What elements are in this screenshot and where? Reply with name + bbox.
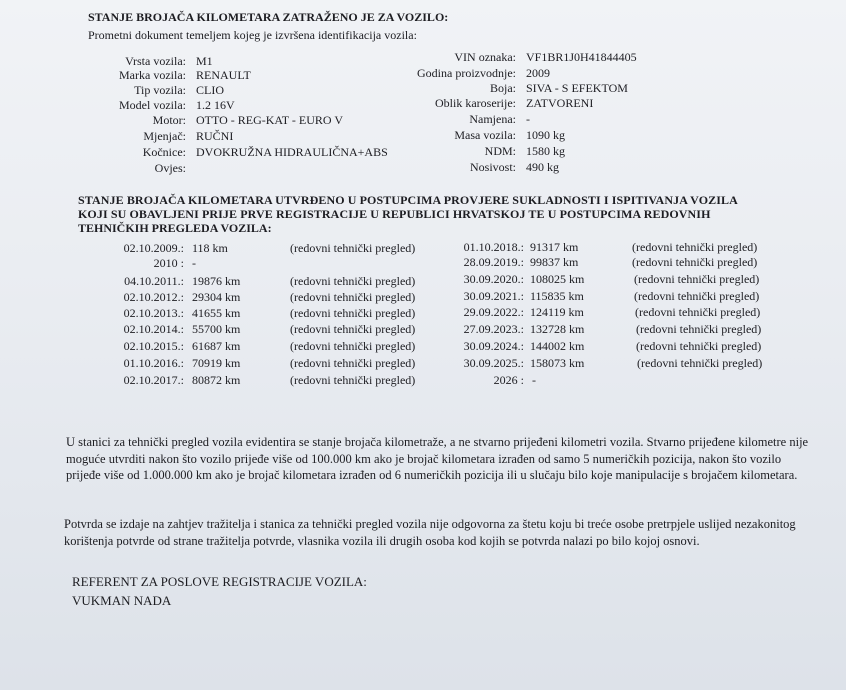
reading-note: (redovni tehnički pregled) (636, 322, 762, 336)
field-value: 1090 kg (526, 128, 565, 142)
field-label: Masa vozila: (454, 128, 516, 142)
reading-date: 04.10.2011.: (124, 274, 184, 288)
reading-km: 41655 km (192, 306, 241, 320)
reading-note: (redovni tehnički pregled) (637, 356, 763, 370)
reading-date: 01.10.2018.: (463, 240, 524, 254)
field-label: Ovjes: (154, 161, 186, 175)
field-value: VF1BR1J0H41844405 (526, 50, 637, 64)
reading-km: 115835 km (530, 289, 584, 303)
field-value: ZATVORENI (526, 96, 594, 110)
reading-note: (redovni tehnički pregled) (290, 322, 416, 336)
section-title-line: STANJE BROJAČA KILOMETARA UTVRĐENO U POSTUPCIMA PROVJERE SUKLADNOSTI I ISPITIVANJA VOZILA (78, 193, 738, 207)
field-value: SIVA - S EFEKTOM (526, 81, 628, 95)
reading-note: (redovni tehnički pregled) (634, 289, 760, 303)
reading-date: 02.10.2014.: (123, 322, 184, 336)
field-value: CLIO (196, 83, 224, 97)
reading-date: 30.09.2025.: (463, 356, 524, 370)
reading-km: 132728 km (530, 322, 585, 336)
reading-km: 124119 km (530, 305, 584, 319)
field-label: Marka vozila: (119, 68, 186, 82)
reading-date: 29.09.2022.: (463, 305, 524, 319)
field-label: Kočnice: (142, 145, 186, 159)
referent-title: REFERENT ZA POSLOVE REGISTRACIJE VOZILA: (72, 574, 367, 589)
reading-date: 02.10.2013.: (123, 306, 184, 320)
reading-date: 02.10.2017.: (123, 373, 184, 387)
field-label: Tip vozila: (134, 83, 186, 97)
reading-date: 2026 : (493, 373, 524, 387)
reading-note: (redovni tehnički pregled) (636, 339, 762, 353)
disclaimer-paragraph: U stanici za tehnički pregled vozila evidentira se stanje brojača kilometraže, a ne stvarno prijeđeni kilometri vozila. Stvarno prijeđene kilometre nije moguće utvrditi nakon što vozilo prijeđe više od 100.000 km ako je brojač kilometara izrađen od samo 5 numeričkih pozicija, nakon što vozilo prijeđe više od 1.000.000 km ako je brojač kilometara izrađen od 6 numeričkih pozicija ili u slučaju bilo koje manipulacije s brojačem kilometara. (66, 435, 809, 482)
reading-note: (redovni tehnički pregled) (632, 240, 758, 254)
reading-km: 108025 km (530, 272, 585, 286)
reading-date: 2010 : (153, 256, 184, 270)
section-title-line: KOJI SU OBAVLJENI PRIJE PRVE REGISTRACIJE U REPUBLICI HRVATSKOJ TE U POSTUPCIMA REDOVNIH (78, 207, 711, 221)
field-label: NDM: (484, 144, 516, 158)
reading-km: - (192, 256, 196, 270)
field-value: DVOKRUŽNA HIDRAULIČNA+ABS (196, 145, 388, 159)
reading-date: 01.10.2016.: (123, 356, 184, 370)
reading-note: (redovni tehnički pregled) (290, 241, 416, 255)
reading-note: (redovni tehnički pregled) (290, 373, 416, 387)
field-value: RUČNI (196, 129, 234, 143)
disclaimer-paragraph: Potvrda se izdaje na zahtjev tražitelja i stanica za tehnički pregled vozila nije odgovorna za štetu koju bi treće osobe pretrpjele uslijed nezakonitog korištenja potvrde od strane tražitelja potvrde, vlasnika vozila ili drugih osoba kod kojih se potvrda nalazi po bilo kojoj osnovi. (64, 517, 796, 548)
field-value: M1 (196, 54, 213, 68)
reading-date: 28.09.2019.: (463, 255, 524, 269)
field-label: Motor: (152, 113, 186, 127)
reading-km: - (532, 373, 536, 387)
reading-note: (redovni tehnički pregled) (290, 306, 416, 320)
reading-date: 30.09.2024.: (463, 339, 524, 353)
reading-km: 70919 km (192, 356, 241, 370)
reading-date: 02.10.2012.: (123, 290, 184, 304)
document-subtitle: Prometni dokument temeljem kojeg je izvršena identifikacija vozila: (88, 28, 417, 42)
reading-km: 61687 km (192, 339, 241, 353)
reading-km: 158073 km (530, 356, 585, 370)
field-label: Boja: (490, 81, 516, 95)
field-value: OTTO - REG-KAT - EURO V (196, 113, 343, 127)
referent-name: VUKMAN NADA (72, 593, 172, 608)
reading-date: 30.09.2020.: (463, 272, 524, 286)
field-value: RENAULT (196, 68, 251, 82)
field-value: 1580 kg (526, 144, 565, 158)
reading-note: (redovni tehnički pregled) (632, 255, 758, 269)
reading-km: 80872 km (192, 373, 241, 387)
field-label: Nosivost: (469, 160, 516, 174)
field-label: Godina proizvodnje: (417, 66, 516, 80)
field-label: Mjenjač: (143, 129, 186, 143)
field-label: Vrsta vozila: (125, 54, 186, 68)
reading-note: (redovni tehnički pregled) (290, 274, 416, 288)
reading-km: 29304 km (192, 290, 241, 304)
reading-km: 91317 km (530, 240, 579, 254)
reading-date: 02.10.2015.: (123, 339, 184, 353)
reading-km: 99837 km (530, 255, 579, 269)
reading-km: 55700 km (192, 322, 241, 336)
field-value: 1.2 16V (196, 98, 235, 112)
reading-note: (redovni tehnički pregled) (290, 356, 416, 370)
reading-note: (redovni tehnički pregled) (634, 272, 760, 286)
field-label: Namjena: (469, 112, 516, 126)
field-label: Oblik karoserije: (435, 96, 516, 110)
field-label: Model vozila: (119, 98, 186, 112)
reading-km: 118 km (192, 241, 228, 255)
field-value: 2009 (526, 66, 550, 80)
reading-date: 27.09.2023.: (463, 322, 524, 336)
document-title: STANJE BROJAČA KILOMETARA ZATRAŽENO JE ZA VOZILO: (88, 10, 449, 24)
reading-note: (redovni tehnički pregled) (635, 305, 761, 319)
section-title-line: TEHNIČKIH PREGLEDA VOZILA: (78, 221, 272, 235)
reading-note: (redovni tehnički pregled) (290, 339, 416, 353)
reading-date: 02.10.2009.: (123, 241, 184, 255)
reading-km: 19876 km (192, 274, 241, 288)
field-value: - (526, 112, 530, 126)
reading-km: 144002 km (530, 339, 585, 353)
field-label: VIN oznaka: (454, 50, 516, 64)
reading-note: (redovni tehnički pregled) (290, 290, 416, 304)
field-value: 490 kg (526, 160, 559, 174)
reading-date: 30.09.2021.: (463, 289, 524, 303)
